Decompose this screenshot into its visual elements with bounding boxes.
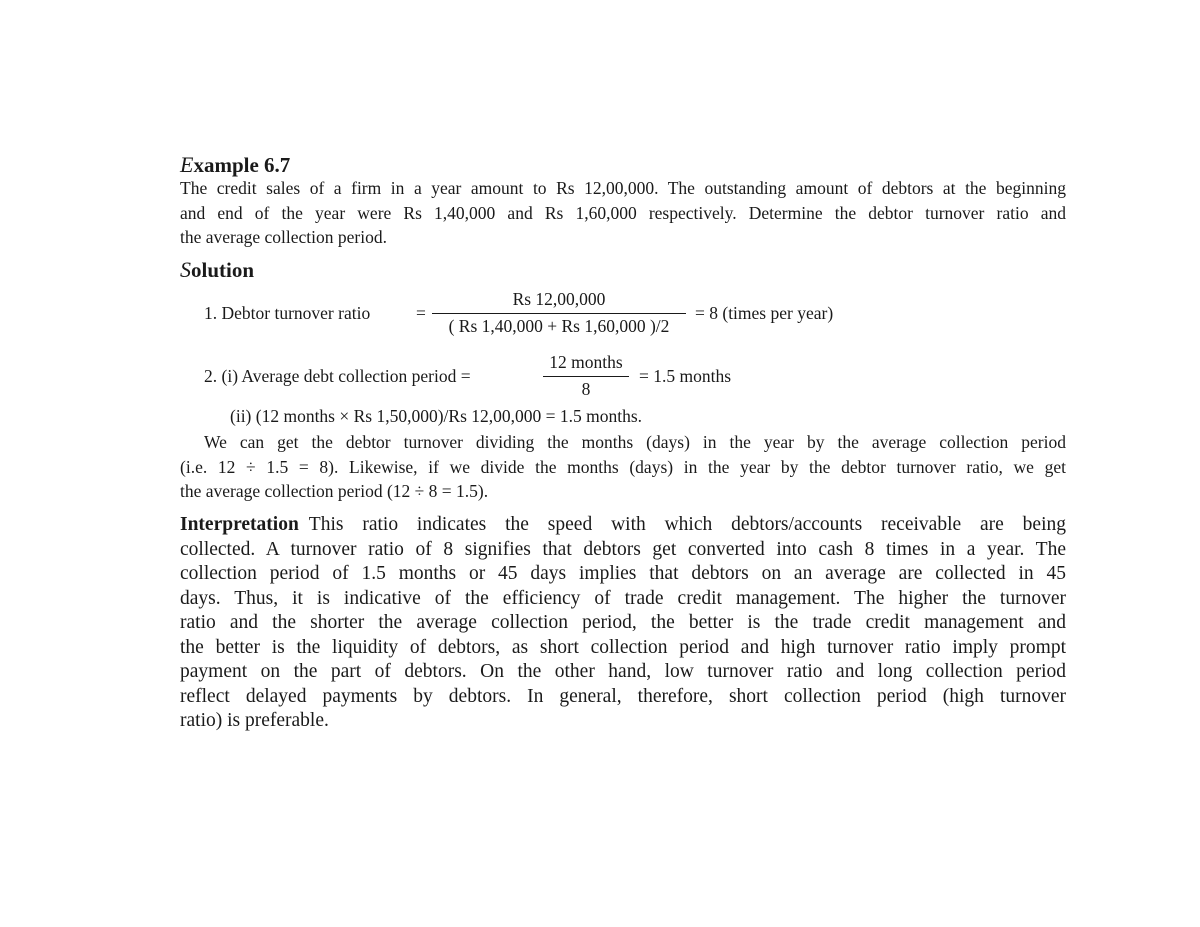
- step2-result: = 1.5 months: [639, 366, 732, 386]
- solution-heading-initial: S: [180, 257, 191, 282]
- interpretation-line: ratio) is preferable.: [180, 710, 329, 731]
- step2-label: 2. (i) Average debt collection period =: [204, 366, 471, 386]
- example-heading-rest: xample 6.7: [193, 153, 291, 177]
- explanation-paragraph: [180, 430, 1066, 504]
- step1-result: = 8 (times per year): [695, 303, 834, 323]
- solution-heading-rest: olution: [191, 258, 255, 282]
- step1-label: 1. Debtor turnover ratio: [204, 303, 371, 323]
- problem-line: the average collection period.: [180, 227, 387, 247]
- step2-fraction: [543, 352, 629, 400]
- problem-line: and end of the year were Rs 1,40,000 and Rs 1,60,000 respectively. Determine the debtor turnover ratio and: [180, 202, 1066, 223]
- explanation-line: We can get the debtor turnover dividing the months (days) in the year by the average collection period: [204, 432, 1066, 452]
- step1-fraction: [432, 289, 686, 337]
- step2-numerator: 12 months: [549, 352, 623, 372]
- explanation-line: the average collection period (12 ÷ 8 = 1.5).: [180, 481, 489, 501]
- problem-line: The credit sales of a firm in a year amount to Rs 12,00,000. The outstanding amount of debtors at the beginning: [180, 178, 1066, 198]
- interpretation-line: reflect delayed payments by debtors. In general, therefore, short collection period (high turnover: [180, 685, 1066, 707]
- interpretation-line: payment on the part of debtors. On the other hand, low turnover ratio and long collection period: [180, 661, 1066, 682]
- example-heading: [180, 152, 290, 178]
- step2-ii-line: (ii) (12 months × Rs 1,50,000)/Rs 12,00,000 = 1.5 months.: [230, 406, 643, 426]
- interpretation-line: days. Thus, it is indicative of the efficiency of trade credit management. The higher the turnover: [180, 587, 1066, 609]
- example-heading-initial: E: [180, 152, 194, 177]
- interpretation-paragraph: [180, 513, 1066, 734]
- problem-statement: [180, 176, 1066, 250]
- interpretation-text: This ratio indicates the speed with which debtors/accounts receivable are being: [308, 514, 1066, 535]
- interpretation-line: collected. A turnover ratio of 8 signifies that debtors get converted into cash 8 times in a year. The: [180, 538, 1066, 560]
- interpretation-line: collection period of 1.5 months or 45 days implies that debtors on an average are collected in 45: [180, 563, 1066, 584]
- explanation-line: (i.e. 12 ÷ 1.5 = 8). Likewise, if we divide the months (days) in the year by the debtor turnover ratio, we get: [180, 456, 1066, 477]
- step1-numerator: Rs 12,00,000: [512, 289, 606, 309]
- interpretation-line: ratio and the shorter the average collection period, the better is the trade credit management and: [180, 612, 1066, 633]
- solution-heading: [180, 257, 254, 283]
- interpretation-label: Interpretation: [180, 514, 299, 535]
- interpretation-line: the better is the liquidity of debtors, as short collection period and high turnover ratio imply prompt: [180, 636, 1066, 658]
- step2-denominator: 8: [581, 379, 591, 399]
- step1-denominator: ( Rs 1,40,000 + Rs 1,60,000 )/2: [448, 316, 670, 336]
- interpretation-line: [180, 513, 1066, 538]
- step1-equals: =: [416, 303, 426, 323]
